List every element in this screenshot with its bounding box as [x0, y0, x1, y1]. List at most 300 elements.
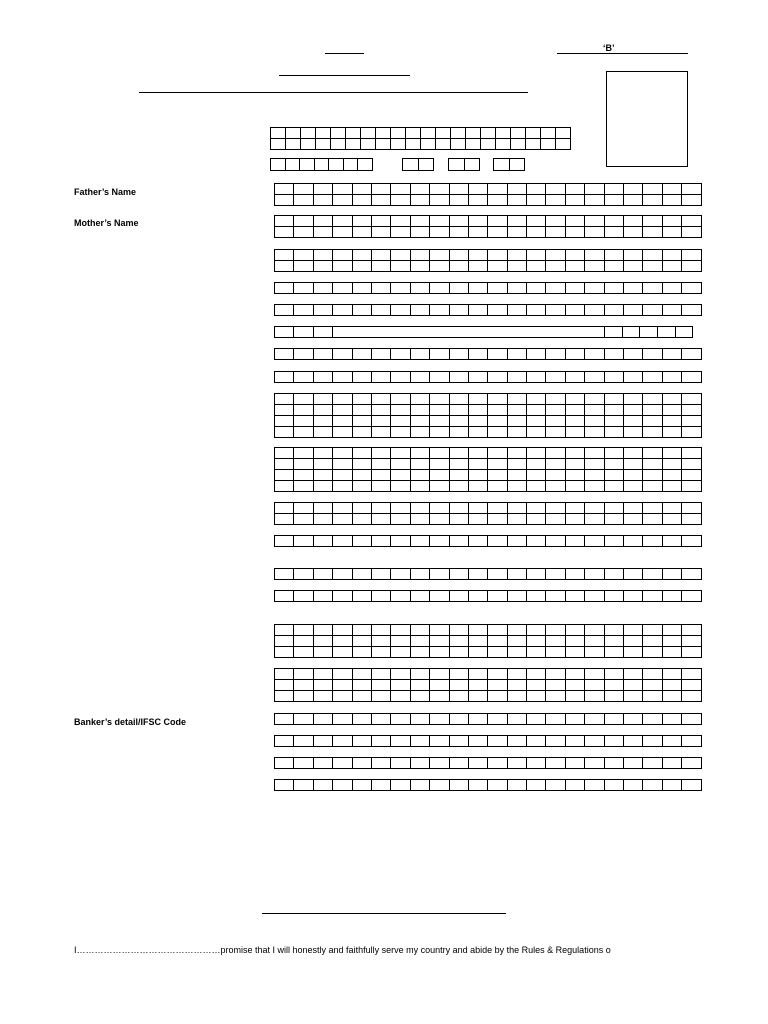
input-box[interactable]	[507, 568, 527, 580]
input-box[interactable]	[681, 282, 701, 294]
input-box[interactable]	[313, 282, 333, 294]
input-box[interactable]	[449, 779, 469, 791]
input-box[interactable]	[468, 426, 488, 438]
input-box[interactable]	[623, 426, 643, 438]
input-box[interactable]	[410, 757, 430, 769]
input-box[interactable]	[371, 690, 391, 702]
input-box[interactable]	[352, 713, 372, 725]
input-box[interactable]	[390, 779, 410, 791]
input-box[interactable]	[371, 735, 391, 747]
input-box[interactable]	[449, 535, 469, 547]
input-box[interactable]	[449, 304, 469, 316]
input-box[interactable]	[293, 590, 313, 602]
input-box[interactable]	[390, 426, 410, 438]
input-box[interactable]	[662, 590, 682, 602]
input-box[interactable]	[390, 194, 410, 206]
input-box[interactable]	[332, 735, 352, 747]
input-box[interactable]	[623, 713, 643, 725]
input-box[interactable]	[293, 735, 313, 747]
input-box[interactable]	[565, 226, 585, 238]
input-box[interactable]	[662, 690, 682, 702]
input-box[interactable]	[429, 348, 449, 360]
input-box[interactable]	[274, 568, 294, 580]
input-box[interactable]	[565, 590, 585, 602]
input-box[interactable]	[274, 304, 294, 316]
input-box[interactable]	[565, 348, 585, 360]
input-box[interactable]	[681, 371, 701, 383]
input-box[interactable]	[371, 194, 391, 206]
input-box[interactable]	[642, 304, 662, 316]
input-box[interactable]	[313, 304, 333, 316]
input-box[interactable]	[526, 757, 546, 769]
input-box[interactable]	[429, 194, 449, 206]
input-box[interactable]	[507, 779, 527, 791]
input-box[interactable]	[642, 646, 662, 658]
input-box[interactable]	[352, 568, 372, 580]
input-box[interactable]	[313, 690, 333, 702]
input-box[interactable]	[371, 226, 391, 238]
input-box[interactable]	[681, 480, 701, 492]
input-box[interactable]	[410, 646, 430, 658]
input-box[interactable]	[449, 480, 469, 492]
input-box[interactable]	[352, 735, 372, 747]
input-box[interactable]	[449, 513, 469, 525]
input-box[interactable]	[429, 226, 449, 238]
input-box[interactable]	[410, 513, 430, 525]
input-box[interactable]	[274, 326, 294, 338]
input-box[interactable]	[662, 513, 682, 525]
input-box[interactable]	[449, 568, 469, 580]
input-box[interactable]	[642, 226, 662, 238]
input-box[interactable]	[468, 535, 488, 547]
input-box[interactable]	[468, 304, 488, 316]
input-box[interactable]	[604, 779, 624, 791]
input-box[interactable]	[642, 535, 662, 547]
input-box[interactable]	[293, 194, 313, 206]
input-box[interactable]	[468, 713, 488, 725]
input-box[interactable]	[584, 535, 604, 547]
input-box[interactable]	[545, 426, 565, 438]
input-box[interactable]	[639, 326, 658, 338]
input-box[interactable]	[390, 226, 410, 238]
input-box[interactable]	[390, 590, 410, 602]
input-box[interactable]	[604, 326, 623, 338]
input-box[interactable]	[526, 304, 546, 316]
input-box[interactable]	[662, 226, 682, 238]
long-input-field[interactable]	[332, 326, 605, 338]
input-box[interactable]	[525, 138, 541, 150]
input-box[interactable]	[429, 513, 449, 525]
input-box[interactable]	[545, 348, 565, 360]
input-box[interactable]	[507, 226, 527, 238]
input-box[interactable]	[313, 568, 333, 580]
input-box[interactable]	[293, 568, 313, 580]
input-box[interactable]	[405, 138, 421, 150]
input-box[interactable]	[371, 304, 391, 316]
input-box[interactable]	[545, 735, 565, 747]
input-box[interactable]	[410, 535, 430, 547]
input-box[interactable]	[429, 590, 449, 602]
input-box[interactable]	[313, 513, 333, 525]
input-box[interactable]	[604, 260, 624, 272]
input-box[interactable]	[293, 426, 313, 438]
input-box[interactable]	[332, 535, 352, 547]
input-box[interactable]	[675, 326, 694, 338]
input-box[interactable]	[662, 371, 682, 383]
input-box[interactable]	[371, 779, 391, 791]
input-box[interactable]	[390, 348, 410, 360]
input-box[interactable]	[332, 779, 352, 791]
input-box[interactable]	[410, 226, 430, 238]
input-box[interactable]	[449, 260, 469, 272]
input-box[interactable]	[604, 690, 624, 702]
input-box[interactable]	[274, 779, 294, 791]
input-box[interactable]	[487, 757, 507, 769]
input-box[interactable]	[681, 568, 701, 580]
input-box[interactable]	[565, 194, 585, 206]
input-box[interactable]	[352, 282, 372, 294]
input-box[interactable]	[681, 260, 701, 272]
input-box[interactable]	[526, 779, 546, 791]
input-box[interactable]	[332, 282, 352, 294]
input-box[interactable]	[274, 260, 294, 272]
input-box[interactable]	[526, 513, 546, 525]
input-box[interactable]	[604, 757, 624, 769]
input-box[interactable]	[332, 757, 352, 769]
input-box[interactable]	[449, 426, 469, 438]
input-box[interactable]	[623, 779, 643, 791]
input-box[interactable]	[642, 690, 662, 702]
input-box[interactable]	[468, 260, 488, 272]
input-box[interactable]	[352, 757, 372, 769]
input-box[interactable]	[487, 282, 507, 294]
input-box[interactable]	[642, 480, 662, 492]
input-box[interactable]	[623, 735, 643, 747]
input-box[interactable]	[681, 348, 701, 360]
input-box[interactable]	[449, 371, 469, 383]
input-box[interactable]	[662, 713, 682, 725]
input-box[interactable]	[487, 480, 507, 492]
input-box[interactable]	[332, 426, 352, 438]
input-box[interactable]	[565, 690, 585, 702]
input-box[interactable]	[623, 690, 643, 702]
input-box[interactable]	[642, 282, 662, 294]
input-box[interactable]	[623, 757, 643, 769]
input-box[interactable]	[681, 194, 701, 206]
input-box[interactable]	[390, 646, 410, 658]
input-box[interactable]	[448, 158, 465, 171]
input-box[interactable]	[623, 513, 643, 525]
input-box[interactable]	[449, 282, 469, 294]
input-box[interactable]	[604, 348, 624, 360]
input-box[interactable]	[313, 757, 333, 769]
input-box[interactable]	[555, 138, 571, 150]
input-box[interactable]	[604, 426, 624, 438]
input-box[interactable]	[657, 326, 676, 338]
input-box[interactable]	[371, 535, 391, 547]
input-box[interactable]	[584, 513, 604, 525]
input-box[interactable]	[371, 426, 391, 438]
input-box[interactable]	[274, 480, 294, 492]
input-box[interactable]	[418, 158, 435, 171]
input-box[interactable]	[507, 513, 527, 525]
input-box[interactable]	[429, 304, 449, 316]
input-box[interactable]	[681, 735, 701, 747]
input-box[interactable]	[352, 480, 372, 492]
input-box[interactable]	[584, 282, 604, 294]
input-box[interactable]	[507, 646, 527, 658]
input-box[interactable]	[300, 138, 316, 150]
input-box[interactable]	[468, 757, 488, 769]
input-box[interactable]	[526, 426, 546, 438]
input-box[interactable]	[662, 480, 682, 492]
input-box[interactable]	[449, 735, 469, 747]
input-box[interactable]	[371, 371, 391, 383]
input-box[interactable]	[352, 260, 372, 272]
input-box[interactable]	[642, 590, 662, 602]
input-box[interactable]	[313, 646, 333, 658]
input-box[interactable]	[274, 194, 294, 206]
input-box[interactable]	[584, 194, 604, 206]
input-box[interactable]	[352, 304, 372, 316]
input-box[interactable]	[390, 371, 410, 383]
input-box[interactable]	[526, 348, 546, 360]
input-box[interactable]	[622, 326, 641, 338]
input-box[interactable]	[429, 735, 449, 747]
input-box[interactable]	[662, 426, 682, 438]
input-box[interactable]	[332, 568, 352, 580]
input-box[interactable]	[642, 371, 662, 383]
input-box[interactable]	[487, 690, 507, 702]
input-box[interactable]	[410, 735, 430, 747]
input-box[interactable]	[545, 646, 565, 658]
input-box[interactable]	[332, 226, 352, 238]
input-box[interactable]	[526, 713, 546, 725]
input-box[interactable]	[371, 568, 391, 580]
input-box[interactable]	[545, 226, 565, 238]
input-box[interactable]	[352, 513, 372, 525]
input-box[interactable]	[642, 735, 662, 747]
input-box[interactable]	[371, 713, 391, 725]
input-box[interactable]	[584, 426, 604, 438]
input-box[interactable]	[584, 735, 604, 747]
input-box[interactable]	[545, 194, 565, 206]
input-box[interactable]	[487, 735, 507, 747]
input-box[interactable]	[565, 480, 585, 492]
input-box[interactable]	[332, 260, 352, 272]
input-box[interactable]	[285, 138, 301, 150]
input-box[interactable]	[681, 426, 701, 438]
input-box[interactable]	[545, 779, 565, 791]
input-box[interactable]	[285, 158, 301, 171]
input-box[interactable]	[390, 513, 410, 525]
input-box[interactable]	[584, 226, 604, 238]
input-box[interactable]	[487, 226, 507, 238]
input-box[interactable]	[429, 690, 449, 702]
input-box[interactable]	[662, 194, 682, 206]
input-box[interactable]	[274, 646, 294, 658]
input-box[interactable]	[352, 348, 372, 360]
input-box[interactable]	[623, 646, 643, 658]
input-box[interactable]	[352, 690, 372, 702]
input-box[interactable]	[662, 260, 682, 272]
input-box[interactable]	[352, 535, 372, 547]
input-box[interactable]	[390, 304, 410, 316]
input-box[interactable]	[681, 590, 701, 602]
input-box[interactable]	[352, 226, 372, 238]
input-box[interactable]	[371, 646, 391, 658]
input-box[interactable]	[526, 480, 546, 492]
input-box[interactable]	[507, 426, 527, 438]
input-box[interactable]	[429, 646, 449, 658]
input-box[interactable]	[390, 690, 410, 702]
input-box[interactable]	[293, 757, 313, 769]
input-box[interactable]	[313, 590, 333, 602]
input-box[interactable]	[681, 226, 701, 238]
input-box[interactable]	[332, 646, 352, 658]
input-box[interactable]	[545, 371, 565, 383]
input-box[interactable]	[681, 646, 701, 658]
input-box[interactable]	[565, 713, 585, 725]
input-box[interactable]	[313, 326, 333, 338]
input-box[interactable]	[313, 713, 333, 725]
input-box[interactable]	[526, 260, 546, 272]
input-box[interactable]	[510, 138, 526, 150]
input-box[interactable]	[545, 535, 565, 547]
input-box[interactable]	[429, 260, 449, 272]
input-box[interactable]	[293, 282, 313, 294]
input-box[interactable]	[375, 138, 391, 150]
input-box[interactable]	[293, 513, 313, 525]
input-box[interactable]	[299, 158, 315, 171]
input-box[interactable]	[526, 690, 546, 702]
input-box[interactable]	[390, 735, 410, 747]
input-box[interactable]	[468, 690, 488, 702]
input-box[interactable]	[642, 757, 662, 769]
input-box[interactable]	[662, 282, 682, 294]
input-box[interactable]	[343, 158, 359, 171]
input-box[interactable]	[328, 158, 344, 171]
input-box[interactable]	[293, 779, 313, 791]
input-box[interactable]	[526, 282, 546, 294]
input-box[interactable]	[429, 713, 449, 725]
input-box[interactable]	[584, 371, 604, 383]
input-box[interactable]	[410, 590, 430, 602]
input-box[interactable]	[623, 590, 643, 602]
input-box[interactable]	[565, 757, 585, 769]
input-box[interactable]	[507, 260, 527, 272]
input-box[interactable]	[487, 535, 507, 547]
input-box[interactable]	[604, 735, 624, 747]
input-box[interactable]	[429, 779, 449, 791]
input-box[interactable]	[623, 194, 643, 206]
input-box[interactable]	[274, 371, 294, 383]
input-box[interactable]	[468, 513, 488, 525]
input-box[interactable]	[662, 646, 682, 658]
input-box[interactable]	[274, 513, 294, 525]
input-box[interactable]	[410, 348, 430, 360]
input-box[interactable]	[468, 348, 488, 360]
input-box[interactable]	[371, 260, 391, 272]
input-box[interactable]	[371, 282, 391, 294]
input-box[interactable]	[584, 690, 604, 702]
input-box[interactable]	[293, 480, 313, 492]
input-box[interactable]	[565, 779, 585, 791]
input-box[interactable]	[270, 138, 286, 150]
input-box[interactable]	[293, 326, 313, 338]
input-box[interactable]	[410, 371, 430, 383]
input-box[interactable]	[662, 304, 682, 316]
input-box[interactable]	[274, 735, 294, 747]
input-box[interactable]	[410, 282, 430, 294]
input-box[interactable]	[390, 138, 406, 150]
input-box[interactable]	[642, 260, 662, 272]
input-box[interactable]	[429, 535, 449, 547]
input-box[interactable]	[642, 348, 662, 360]
input-box[interactable]	[464, 158, 481, 171]
input-box[interactable]	[449, 713, 469, 725]
input-box[interactable]	[526, 535, 546, 547]
input-box[interactable]	[357, 158, 373, 171]
input-box[interactable]	[332, 713, 352, 725]
input-box[interactable]	[371, 757, 391, 769]
input-box[interactable]	[623, 568, 643, 580]
input-box[interactable]	[274, 590, 294, 602]
input-box[interactable]	[662, 779, 682, 791]
input-box[interactable]	[604, 304, 624, 316]
input-box[interactable]	[449, 194, 469, 206]
input-box[interactable]	[623, 304, 643, 316]
input-box[interactable]	[623, 348, 643, 360]
input-box[interactable]	[565, 513, 585, 525]
input-box[interactable]	[681, 757, 701, 769]
input-box[interactable]	[429, 568, 449, 580]
input-box[interactable]	[507, 735, 527, 747]
input-box[interactable]	[604, 282, 624, 294]
input-box[interactable]	[662, 535, 682, 547]
input-box[interactable]	[313, 426, 333, 438]
input-box[interactable]	[410, 568, 430, 580]
input-box[interactable]	[584, 757, 604, 769]
input-box[interactable]	[315, 138, 331, 150]
input-box[interactable]	[480, 138, 496, 150]
input-box[interactable]	[390, 568, 410, 580]
input-box[interactable]	[584, 590, 604, 602]
input-box[interactable]	[410, 480, 430, 492]
input-box[interactable]	[371, 590, 391, 602]
input-box[interactable]	[371, 513, 391, 525]
input-box[interactable]	[390, 480, 410, 492]
input-box[interactable]	[565, 371, 585, 383]
input-box[interactable]	[410, 194, 430, 206]
input-box[interactable]	[332, 513, 352, 525]
input-box[interactable]	[468, 735, 488, 747]
input-box[interactable]	[429, 282, 449, 294]
input-box[interactable]	[390, 535, 410, 547]
input-box[interactable]	[313, 779, 333, 791]
input-box[interactable]	[662, 735, 682, 747]
input-box[interactable]	[410, 713, 430, 725]
input-box[interactable]	[623, 480, 643, 492]
input-box[interactable]	[274, 757, 294, 769]
input-box[interactable]	[507, 713, 527, 725]
input-box[interactable]	[429, 480, 449, 492]
input-box[interactable]	[545, 713, 565, 725]
input-box[interactable]	[332, 590, 352, 602]
input-box[interactable]	[274, 348, 294, 360]
input-box[interactable]	[274, 535, 294, 547]
input-box[interactable]	[565, 260, 585, 272]
